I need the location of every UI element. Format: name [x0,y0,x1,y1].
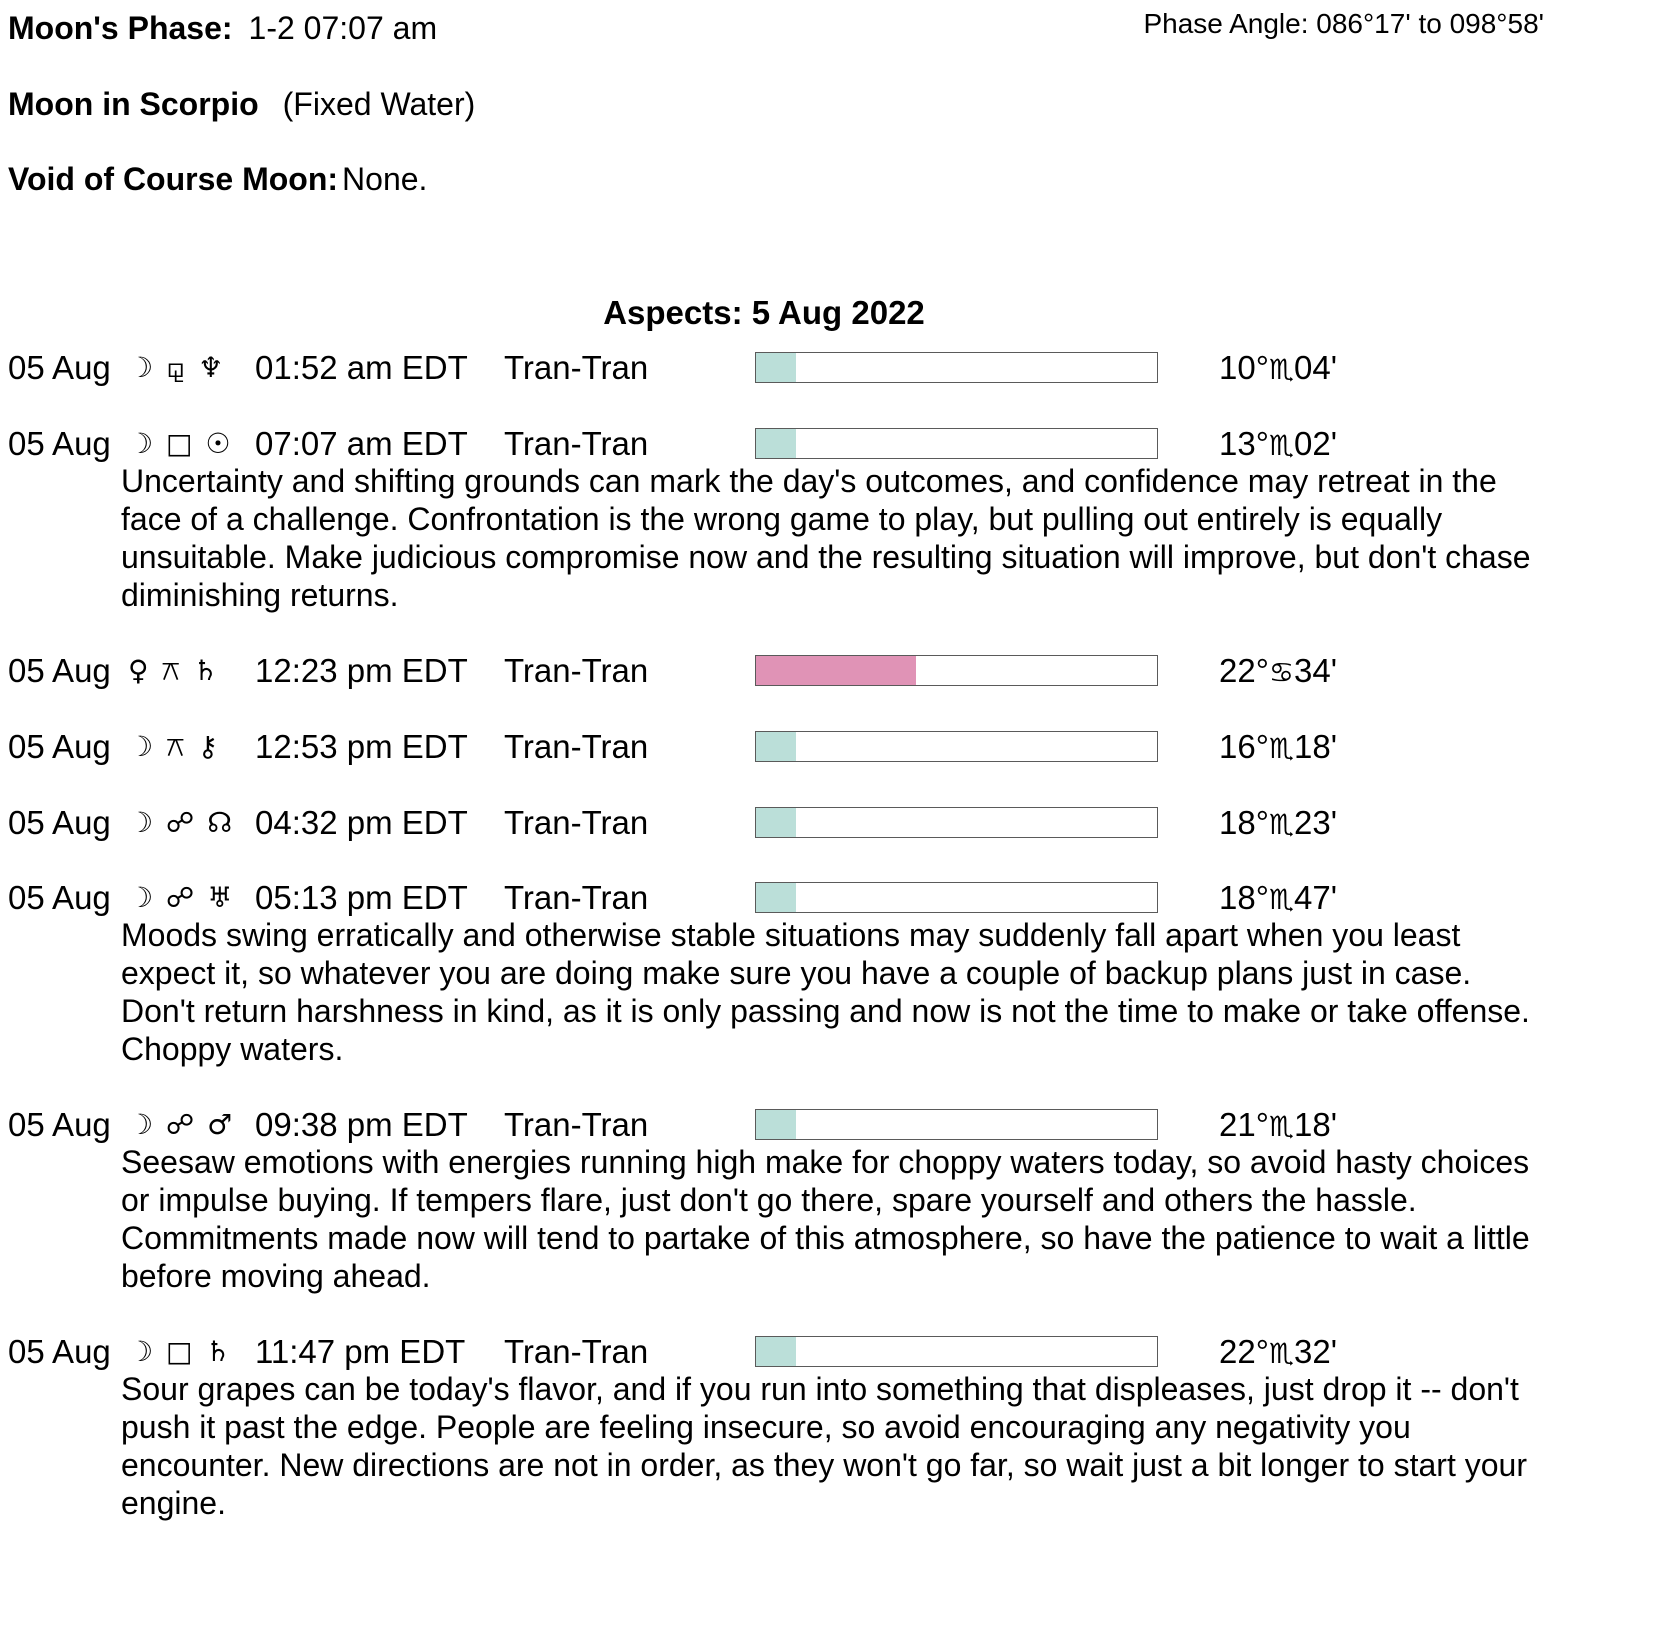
opposition-icon: ☍ [166,881,197,914]
strength-bar [755,352,1158,383]
aspects-title-text: Aspects: 5 Aug 2022 [603,294,925,331]
aspect-time: 11:47 pm EDT [255,1333,466,1370]
aspect-row [0,727,1664,767]
aspects-title [0,292,1664,334]
strength-bar-fill [756,353,796,382]
chiron-icon: ⚷ [197,730,221,763]
aspect-date: 05 Aug [8,879,111,916]
aspect-position [1219,424,1337,466]
aspect-type: Tran-Tran [504,425,649,462]
strength-bar-fill [756,429,796,458]
aspect-description: Moods swing erratically and otherwise stable situations may suddenly fall apart when you least expect it, so whatever you are doing make sure you have a couple of backup plans just in case. Don't return harshness in kind, as it is only passing and now is not the time to make or take offense. Choppy waters. [121,917,1530,1067]
venus-icon: ♀ [128,654,151,687]
position-degrees: 10° [1219,349,1269,386]
aspect-position [1219,1105,1337,1147]
saturn-icon: ♄ [192,654,221,687]
scorpio-icon: ♏ [1268,808,1295,841]
aspect-type: Tran-Tran [504,728,649,765]
opposition-icon: ☍ [166,1108,197,1141]
moon-sign-element: (Fixed Water) [282,86,476,122]
aspect-position [1219,1332,1337,1374]
opposition-icon: ☍ [166,806,197,839]
aspect-time: 09:38 pm EDT [255,1106,468,1143]
aspect-type: Tran-Tran [504,1333,649,1370]
moon-icon: ☽ [128,351,156,384]
aspect-position [1219,803,1337,845]
aspect-entry [0,878,1664,1068]
position-minutes: 02' [1294,425,1338,462]
aspect-description: Uncertainty and shifting grounds can mark the day's outcomes, and confidence may retreat in the face of a challenge. Confrontation is the wrong game to play, but pulling out entirely is equally unsuitable. Make judicious compromise now and the resulting situation will improve, but don't chase diminishing returns. [121,463,1531,613]
aspect-glyphs [128,1105,234,1145]
strength-bar [755,807,1158,838]
strength-bar-fill [756,808,796,837]
aspect-position [1219,878,1337,920]
aspect-entry [0,424,1664,614]
moon-icon: ☽ [128,1108,156,1141]
moon-sign-label: Moon in Scorpio [8,86,259,122]
aspect-row [0,424,1664,464]
aspect-row [0,878,1664,918]
position-minutes: 47' [1294,879,1338,916]
sun-icon: ☉ [205,427,233,460]
aspect-position [1219,348,1337,390]
aspect-time: 07:07 am EDT [255,425,468,462]
aspect-description: Seesaw emotions with energies running high make for choppy waters today, so avoid hasty choices or impulse buying. If tempers flare, just don't go there, spare yourself and others the hassle. Commitments made now will tend to partake of this atmosphere, so have the patience to wait a little before moving ahead. [121,1144,1530,1294]
moon-phase-line [8,8,437,48]
aspect-time: 05:13 pm EDT [255,879,468,916]
aspect-entry [0,727,1664,767]
quincunx-icon: ⚻ [161,654,183,687]
aspect-entry [0,651,1664,691]
moon-icon: ☽ [128,806,156,839]
aspect-glyphs [128,803,234,843]
aspect-position [1219,727,1337,769]
void-of-course-label: Void of Course Moon: [8,161,339,197]
scorpio-icon: ♏ [1268,732,1295,765]
aspect-description: Sour grapes can be today's flavor, and if you run into something that displeases, just drop it -- don't push it past the edge. People are feeling insecure, so avoid encouraging any negativity you encounter. New directions are not in order, as they won't go far, so wait just a bit longer to start your engine. [121,1371,1527,1521]
mars-icon: ♂ [207,1108,235,1141]
saturn-icon: ♄ [205,1335,233,1368]
quincunx-icon: ⚻ [166,730,187,763]
strength-bar-fill [756,1337,796,1366]
moon-icon: ☽ [128,427,156,460]
strength-bar-fill [756,1110,796,1139]
aspect-time: 12:53 pm EDT [255,728,468,765]
strength-bar [755,882,1158,913]
aspect-date: 05 Aug [8,349,111,386]
position-degrees: 16° [1219,728,1269,765]
aspect-row [0,348,1664,388]
aspect-date: 05 Aug [8,804,111,841]
aspect-entry [0,348,1664,388]
aspect-glyphs [128,424,233,464]
phase-angle: Phase Angle: 086°17' to 098°58' [1143,8,1544,39]
aspect-entry [0,1105,1664,1295]
strength-bar [755,1109,1158,1140]
square-icon: □ [166,427,195,460]
aspect-row [0,651,1664,691]
strength-bar [755,731,1158,762]
aspect-date: 05 Aug [8,652,111,689]
position-degrees: 13° [1219,425,1269,462]
scorpio-icon: ♏ [1268,429,1295,462]
moon-phase-label: Moon's Phase: [8,10,233,46]
strength-bar [755,1336,1158,1367]
scorpio-icon: ♏ [1268,1110,1295,1143]
aspect-type: Tran-Tran [504,879,649,916]
position-minutes: 18' [1294,728,1338,765]
aspect-date: 05 Aug [8,1106,111,1143]
strength-bar [755,655,1158,686]
aspect-glyphs [128,727,220,767]
aspect-date: 05 Aug [8,425,111,462]
strength-bar-fill [756,656,916,685]
moon-icon: ☽ [128,1335,156,1368]
aspect-time: 01:52 am EDT [255,349,468,386]
strength-bar [755,428,1158,459]
aspect-glyphs [128,878,234,918]
aspect-time: 04:32 pm EDT [255,804,468,841]
moon-sign-line [8,84,475,124]
scorpio-icon: ♏ [1268,883,1295,916]
aspect-date: 05 Aug [8,1333,111,1370]
aspect-glyphs [128,348,225,388]
square-icon: □ [166,1335,195,1368]
uranus-icon: ♅ [207,881,235,914]
cancer-icon: ♋ [1268,656,1295,689]
position-minutes: 04' [1294,349,1338,386]
strength-bar-fill [756,732,796,761]
aspect-time: 12:23 pm EDT [255,652,468,689]
aspect-date: 05 Aug [8,728,111,765]
aspect-position [1219,651,1337,693]
aspect-row [0,1105,1664,1145]
neptune-icon: ♆ [198,351,226,384]
moon-icon: ☽ [128,881,156,914]
aspect-type: Tran-Tran [504,1106,649,1143]
position-degrees: 22° [1219,1333,1269,1370]
strength-bar-fill [756,883,796,912]
position-minutes: 23' [1294,804,1338,841]
aspect-row [0,1332,1664,1372]
aspect-glyphs [128,651,220,691]
aspect-entry [0,1332,1664,1522]
position-degrees: 21° [1219,1106,1269,1143]
scorpio-icon: ♏ [1268,1337,1295,1370]
position-minutes: 32' [1294,1333,1338,1370]
position-degrees: 18° [1219,879,1269,916]
moon-icon: ☽ [128,730,156,763]
position-minutes: 18' [1294,1106,1338,1143]
aspect-row [0,803,1664,843]
void-of-course-line [8,159,427,199]
aspect-entry [0,803,1664,843]
position-degrees: 22° [1219,652,1269,689]
moon-phase-value: 1-2 07:07 am [248,10,438,46]
sesquiquadrate-icon: ⚼ [166,351,188,384]
position-minutes: 34' [1294,652,1338,689]
scorpio-icon: ♏ [1268,353,1295,386]
aspect-type: Tran-Tran [504,349,649,386]
aspect-type: Tran-Tran [504,804,649,841]
void-of-course-value: None. [342,161,428,197]
aspect-type: Tran-Tran [504,652,649,689]
aspect-glyphs [128,1332,233,1372]
north-node-icon: ☊ [207,806,235,839]
position-degrees: 18° [1219,804,1269,841]
